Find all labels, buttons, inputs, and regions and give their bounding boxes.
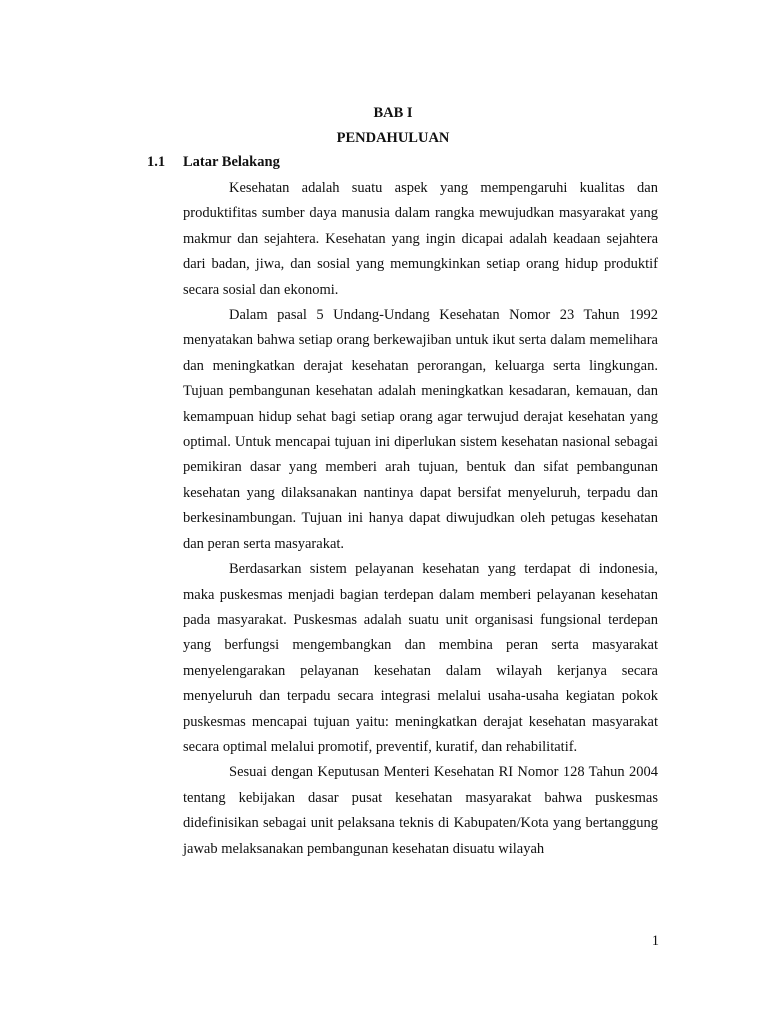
section-number: 1.1 bbox=[147, 154, 166, 170]
page-number: 1 bbox=[651, 933, 659, 949]
paragraph: Sesuai dengan Keputusan Menteri Kesehatan RI Nomor 128 Tahun 2004 tentang kebijakan dasar pusat kesehatan masyarakat bahwa puskesmas didefinisikan sebagai unit pelaksana teknis di Kabupaten/Kota yang bertanggung jawab melaksanakan pembangunan kesehatan disuatu wilayah bbox=[183, 764, 658, 857]
paragraph: Berdasarkan sistem pelayanan kesehatan yang terdapat di indonesia, maka puskesmas menjadi bagian terdepan dalam memberi pelayanan kesehatan pada masyarakat. Puskesmas adalah suatu unit organisasi fungsional terdepan yang berfungsi mengembangkan dan membina peran serta masyarakat menyelengarakan pelayanan kesehatan dalam wilayah kerjanya secara menyeluruh dan terpadu secara integrasi melalui usaha-usaha kegiatan pokok puskesmas mencapai tujuan yaitu: meningkatkan derajat kesehatan masyarakat secara optimal melalui promotif, preventif, kuratif, dan rehabilitatif. bbox=[183, 561, 658, 755]
section-title: Latar Belakang bbox=[183, 154, 280, 170]
paragraph: Kesehatan adalah suatu aspek yang mempengaruhi kualitas dan produktifitas sumber daya manusia dalam rangka mewujudkan masyarakat yang makmur dan sejahtera. Kesehatan yang ingin dicapai adalah keadaan sejahtera dari badan, jiwa, dan sosial yang memungkinkan setiap orang hidup produktif secara sosial dan ekonomi. bbox=[183, 180, 658, 298]
chapter-title: PENDAHULUAN bbox=[336, 130, 450, 146]
paragraph: Dalam pasal 5 Undang-Undang Kesehatan Nomor 23 Tahun 1992 menyatakan bahwa setiap orang berkewajiban untuk ikut serta dalam memelihara dan meningkatkan derajat kesehatan perorangan, keluarga serta lingkungan. Tujuan pembangunan kesehatan adalah meningkatkan kesadaran, kemauan, dan kemampuan hidup sehat bagi setiap orang agar terwujud derajat kesehatan yang optimal. Untuk mencapai tujuan ini diperlukan sistem kesehatan nasional sebagai pemikiran dasar yang memberi arah tujuan, bentuk dan sifat pembangunan kesehatan yang dilaksanakan nantinya dapat bersifat menyeluruh, terpadu dan berkesinambungan. Tujuan ini hanya dapat diwujudkan oleh petugas kesehatan dan peran serta masyarakat. bbox=[183, 307, 658, 552]
chapter-number: BAB I bbox=[373, 105, 413, 121]
body-text bbox=[183, 176, 658, 862]
section-heading bbox=[147, 153, 280, 171]
